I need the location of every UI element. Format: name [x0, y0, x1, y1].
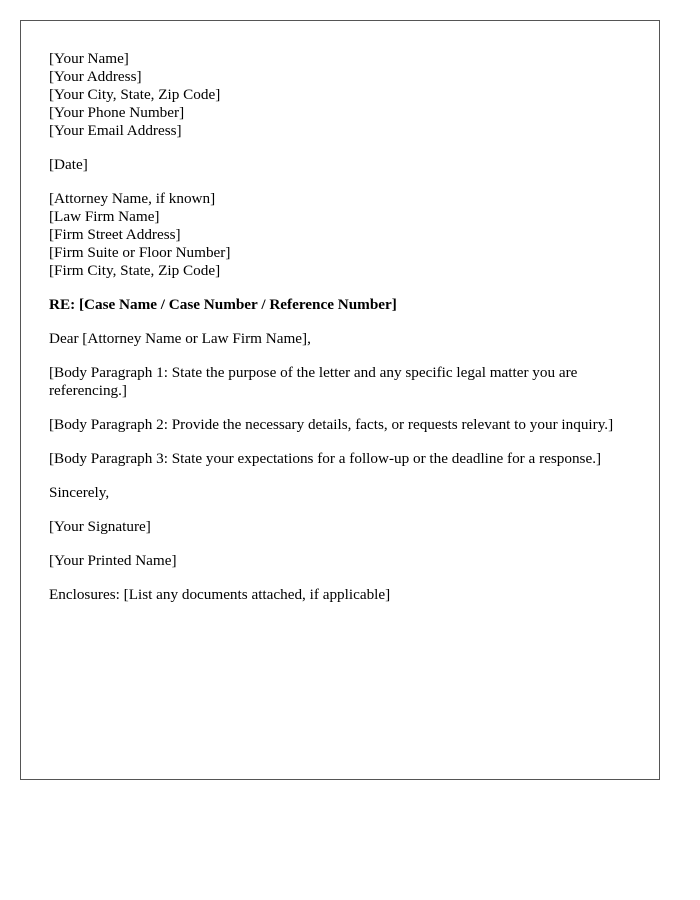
recipient-firm: [Law Firm Name] — [49, 208, 160, 225]
sender-city-state-zip: [Your City, State, Zip Code] — [49, 86, 221, 103]
body-paragraph-2: [Body Paragraph 2: Provide the necessary details, facts, or requests relevant to your inquiry.] — [49, 416, 614, 433]
recipient-city-state-zip: [Firm City, State, Zip Code] — [49, 262, 221, 279]
body-paragraph-3: [Body Paragraph 3: State your expectations for a follow-up or the deadline for a response.] — [49, 450, 602, 467]
letter-page — [20, 20, 660, 780]
sender-address-block — [49, 50, 631, 140]
closing: Sincerely, — [49, 484, 110, 501]
signature: [Your Signature] — [49, 518, 151, 535]
sender-phone: [Your Phone Number] — [49, 104, 185, 121]
printed-name: [Your Printed Name] — [49, 552, 177, 569]
salutation: Dear [Attorney Name or Law Firm Name], — [49, 330, 311, 347]
sender-email: [Your Email Address] — [49, 122, 182, 139]
recipient-attorney: [Attorney Name, if known] — [49, 190, 216, 207]
recipient-suite: [Firm Suite or Floor Number] — [49, 244, 231, 261]
letter-date: [Date] — [49, 156, 88, 173]
recipient-address-block — [49, 190, 631, 280]
sender-address: [Your Address] — [49, 68, 142, 85]
recipient-street: [Firm Street Address] — [49, 226, 181, 243]
sender-name: [Your Name] — [49, 50, 129, 67]
body-paragraph-1: [Body Paragraph 1: State the purpose of the letter and any specific legal matter you are referencing.] — [49, 364, 578, 399]
subject-line: RE: [Case Name / Case Number / Reference Number] — [49, 296, 397, 313]
enclosures: Enclosures: [List any documents attached, if applicable] — [49, 586, 391, 603]
